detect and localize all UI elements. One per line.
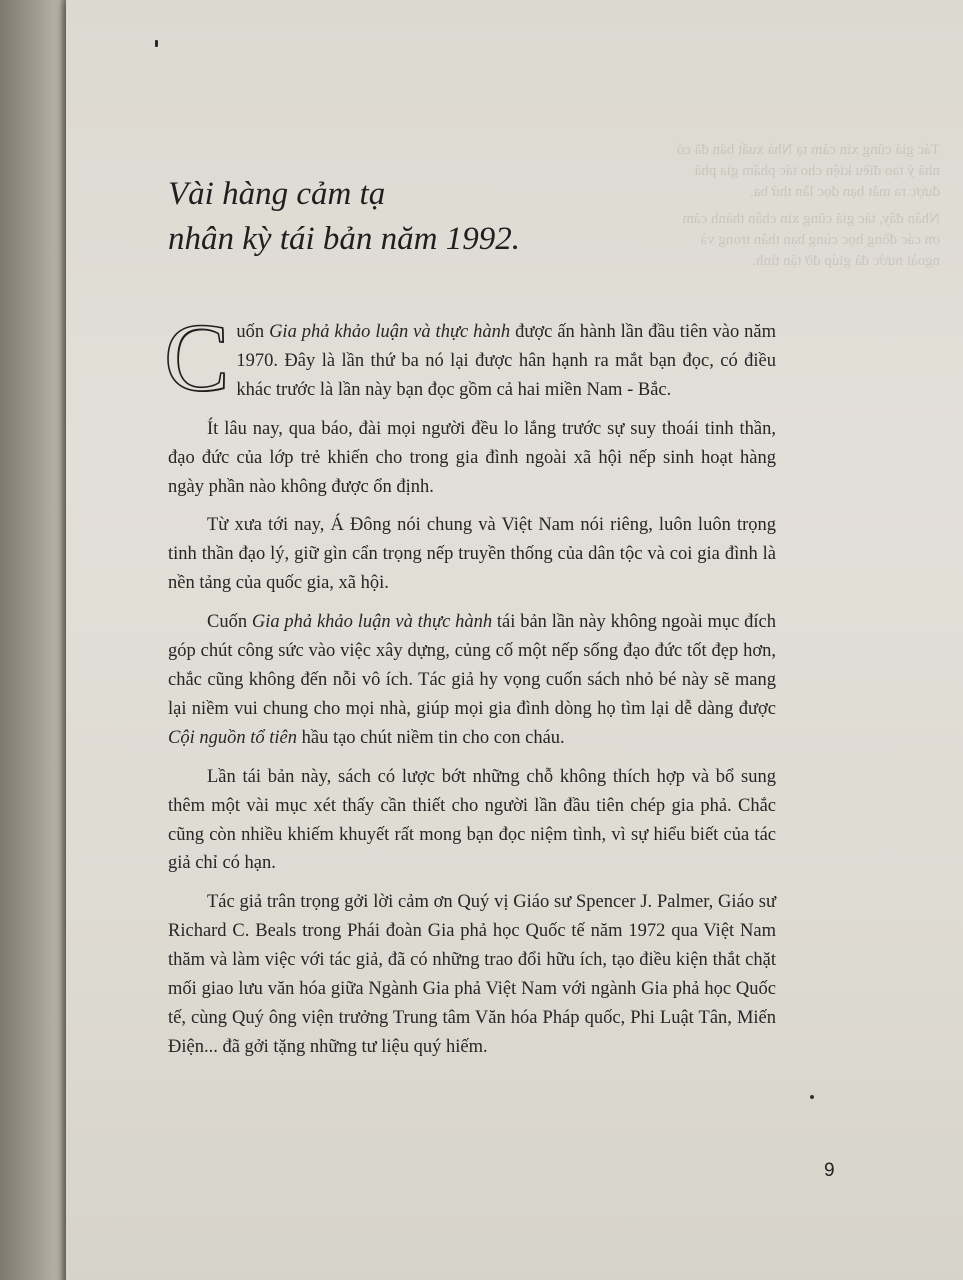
book-title-italic: Gia phả khảo luận và thực hành [269,322,511,342]
ink-dot [810,1095,814,1099]
paragraph-6: Tác giả trân trọng gởi lời cảm ơn Quý vị Giáo sư Spencer J. Palmer, Giáo sư Richard C. Beals trong Phái đoàn Gia phả học Quốc tế năm 1972 qua Việt Nam thăm và làm việc với tác giả, đã có những trao đổi hữu ích, tạo điều kiện thắt chặt mối giao lưu văn hóa giữa Ngành Gia phả Việt Nam với ngành Gia phả học Quốc tế, cùng Quý ông viện trưởng Trung tâm Văn hóa Pháp quốc, Phi Luật Tân, Miến Điện... đã gởi tặng những tư liệu quý hiếm. [168,892,776,1057]
book-title-italic: Gia phả khảo luận và thực hành [251,612,493,633]
paragraph-2: Ít lâu nay, qua báo, đài mọi người đều lo lắng trước sự suy thoái tinh thần, đạo đức của lớp trẻ khiến cho trong gia đình ngoài xã hội nếp sinh hoạt hàng ngày phần nào không được ổn định. [168,418,776,497]
bleed-line: Nhân đây, tác giả cũng xin chân thành cảm ơn các đồng học cùng bạn thân trong và ngoài nước đã giúp đỡ tận tình. [682,211,940,269]
drop-cap: C [164,304,230,412]
title-line-2: nhân kỳ tái bản năm 1992. [168,221,520,257]
page-number: 9 [824,1160,835,1181]
page-title [168,172,520,262]
paragraph-4-middle: tái bản lần này không ngoài mục đích góp chút công sức vào việc xây dựng, củng cố một nếp sống đạo đức tốt đẹp hơn, chắc cũng không đến nỗi vô ích. Tác giả hy vọng cuốn sách nhỏ bé này sẽ mang lại niềm vui chung cho mọi nhà, giúp mọi gia đình dòng họ tìm lại dễ dàng được [168,612,776,719]
title-line-1: Vài hàng cảm tạ [168,176,386,212]
body-text [164,304,776,1072]
paragraph-4-end: hầu tạo chút niềm tin cho con cháu. [297,727,565,748]
previous-page-edge [0,0,70,1280]
paragraph-1 [164,304,776,412]
paragraph-4 [168,608,776,753]
phrase-italic: Cội nguồn tổ tiên [168,727,297,748]
paragraph-4-start: Cuốn [207,612,252,633]
ink-mark [155,40,158,47]
paragraph-3: Từ xưa tới nay, Á Đông nói chung và Việt Nam nói riêng, luôn luôn trọng tinh thần đạo lý, giữ gìn cẩn trọng nếp truyền thống của dân tộc và coi gia đình là nền tảng của quốc gia, xã hội. [168,515,776,594]
paragraph-5: Lần tái bản này, sách có lược bớt những chỗ không thích hợp và bổ sung thêm một vài mục xét thấy cần thiết cho người lần đầu tiên chép gia phả. Chắc cũng còn nhiều khiếm khuyết rất mong bạn đọc niệm tình, vì sự hiểu biết của tác giả chỉ có hạn. [168,766,776,874]
bleed-line: Tác giả cũng xin cảm tạ Nhà xuất bản đã có nhã ý tạo điều kiện cho tác phẩm gia phả được ra mắt bạn đọc lần thứ ba. [676,142,940,200]
paragraph-1-rest: được ấn hành lần đầu tiên vào năm 1970. Đây là lần thứ ba nó lại được hân hạnh ra mắt bạn đọc, có điều khác trước là lần này bạn đọc gồm cả hai miền Nam - Bắc. [236,322,776,400]
paragraph-1-start: uốn [236,322,270,342]
